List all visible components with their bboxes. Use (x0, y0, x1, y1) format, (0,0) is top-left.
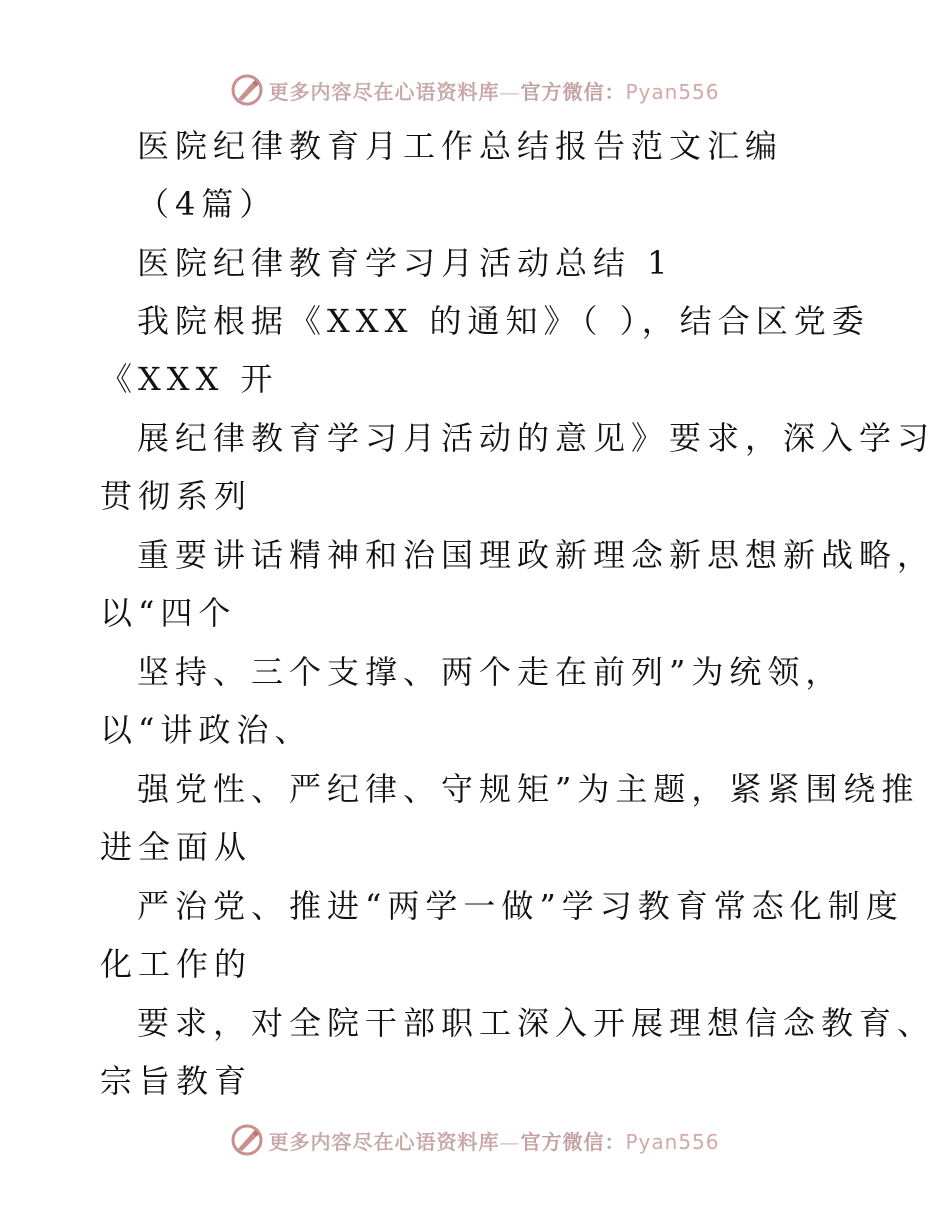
body-line: 我院根据《XXX 的通知》（ ），结合区党委 (137, 302, 870, 340)
body-line: 重要讲话精神和治国理政新理念新思想新战略， (137, 536, 936, 574)
watermark-dash: — (499, 79, 521, 104)
watermark-dash: — (499, 1129, 521, 1154)
body-line: 以“四个 (100, 594, 237, 632)
section-heading: 医院纪律教育学习月活动总结 1 (137, 244, 674, 282)
body-line: 要求，对全院干部职工深入开展理想信念教育、 (137, 1004, 936, 1042)
body-line: 强党性、严纪律、守规矩”为主题，紧紧围绕推 (137, 770, 920, 808)
body-line: 展纪律教育学习月活动的意见》要求，深入学习 (137, 419, 936, 457)
pen-logo-icon (230, 73, 264, 107)
watermark-wechat-id: Pyan556 (625, 1129, 720, 1154)
watermark-banner-top (0, 70, 950, 110)
body-line: 进全面从 (100, 828, 253, 866)
watermark-main-text: 更多内容尽在心语资料库 (268, 79, 500, 104)
watermark-wechat-id: Pyan556 (625, 79, 720, 104)
watermark-main-text: 更多内容尽在心语资料库 (268, 1129, 500, 1154)
body-line: 坚持、三个支撑、两个走在前列”为统领， (137, 653, 844, 691)
watermark-text (268, 76, 719, 105)
body-line: 严治党、推进“两学一做”学习教育常态化制度 (137, 887, 904, 925)
body-line: 贯彻系列 (100, 477, 253, 515)
watermark-banner-bottom (0, 1120, 950, 1160)
doc-title-line-1: 医院纪律教育月工作总结报告范文汇编 (137, 127, 784, 165)
doc-title-line-2: （4篇） (137, 185, 278, 223)
body-line: 以“讲政治、 (100, 711, 313, 749)
body-line: 《XXX 开 (100, 360, 279, 398)
pen-logo-icon (230, 1123, 264, 1157)
watermark-sub-text: 官方微信： (520, 1129, 626, 1154)
watermark-text (268, 1126, 719, 1155)
body-line: 化工作的 (100, 945, 253, 983)
watermark-sub-text: 官方微信： (520, 79, 626, 104)
body-line: 宗旨教育 (100, 1062, 253, 1100)
